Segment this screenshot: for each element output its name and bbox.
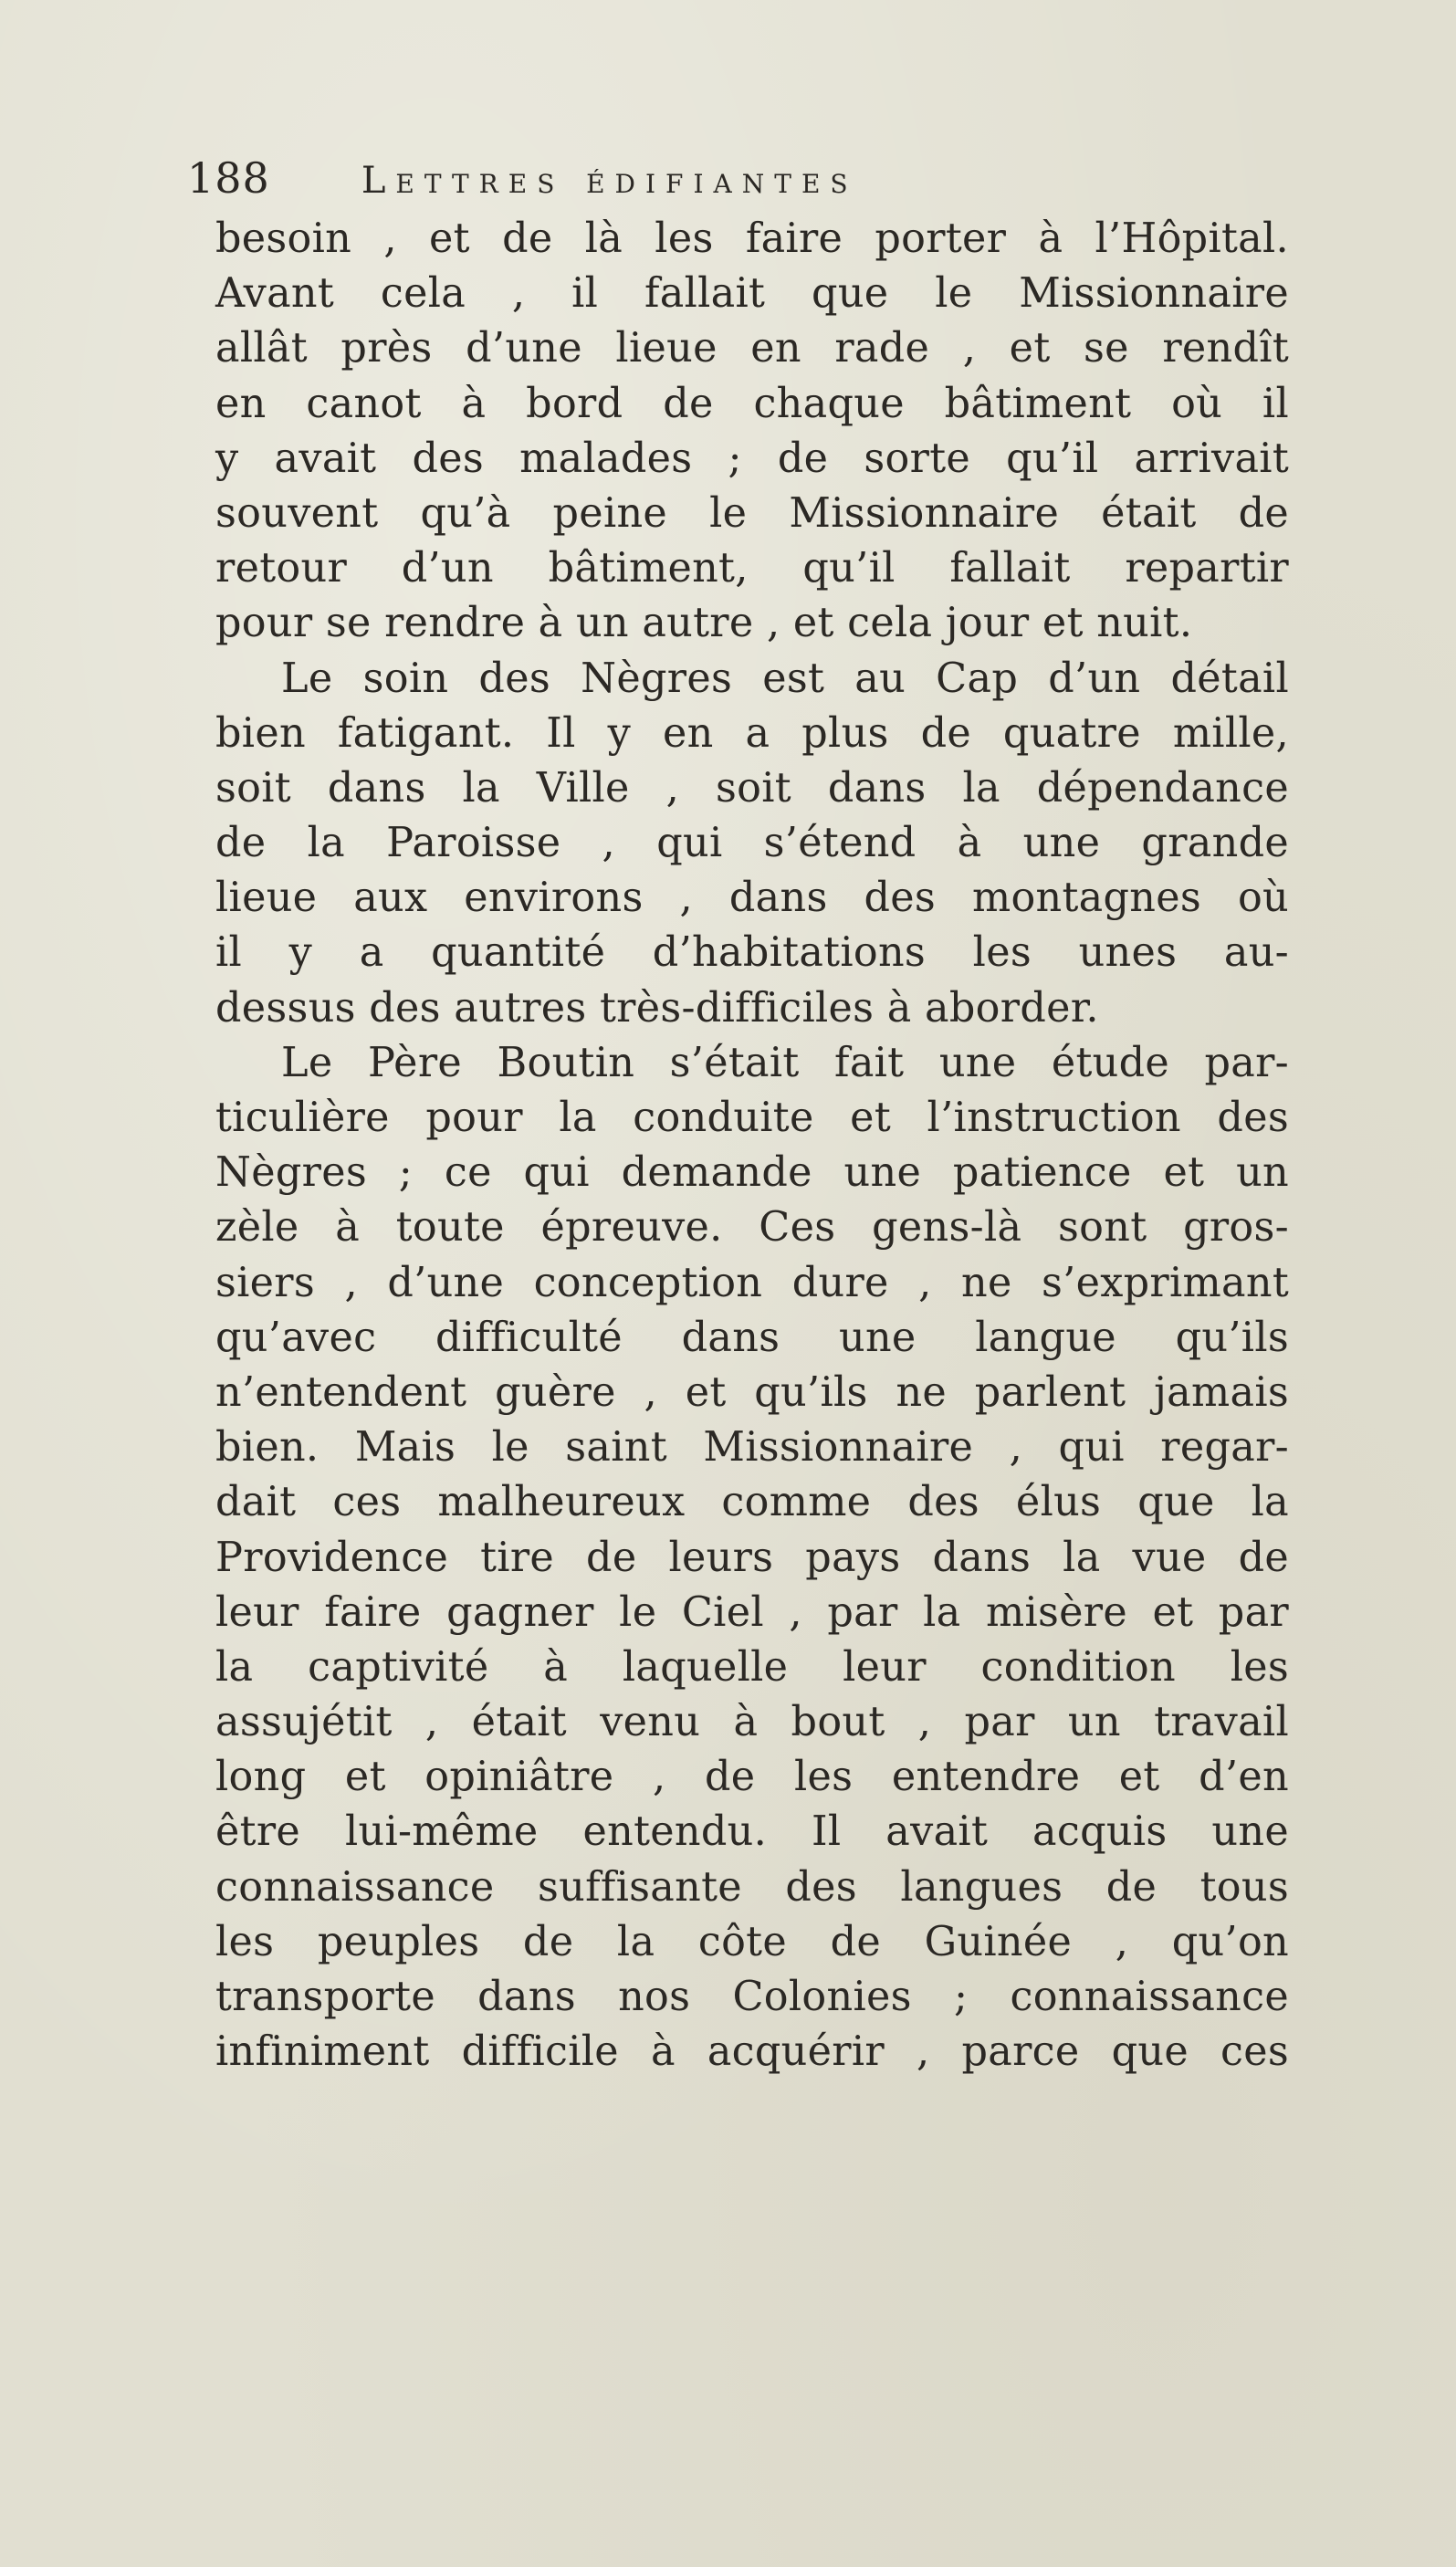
text-line: Avant cela , il fallait que le Missionnaire — [215, 270, 1289, 318]
text-line: infiniment difficile à acquérir , parce que ces — [215, 2028, 1289, 2076]
text-line: bien. Mais le saint Missionnaire , qui regar- — [215, 1424, 1289, 1472]
text-line: dessus des autres très-difficiles à aborder. — [215, 984, 1099, 1032]
text-line: allât près d’une lieue en rade , et se rendît — [215, 325, 1289, 372]
page-number: 188 — [187, 153, 270, 203]
running-head — [187, 153, 1283, 208]
text-line: lieue aux environs , dans des montagnes où — [215, 875, 1289, 922]
text-line: les peuples de la côte de Guinée , qu’on — [215, 1918, 1289, 1965]
text-line: y avait des malades ; de sorte qu’il arrivait — [215, 435, 1289, 482]
text-line: connaissance suffisante des langues de tous — [215, 1863, 1289, 1911]
text-line: de la Paroisse , qui s’étend à une grande — [215, 820, 1289, 867]
text-line: siers , d’une conception dure , ne s’exprimant — [215, 1259, 1289, 1306]
text-line: en canot à bord de chaque bâtiment où il — [215, 380, 1289, 427]
text-line: Providence tire de leurs pays dans la vue de — [215, 1534, 1289, 1581]
text-line: pour se rendre à un autre , et cela jour et nuit. — [215, 600, 1193, 647]
text-line: être lui-même entendu. Il avait acquis une — [215, 1808, 1289, 1856]
text-line: transporte dans nos Colonies ; connaissance — [215, 1974, 1289, 2020]
text-line: zèle à toute épreuve. Ces gens-là sont gros- — [215, 1204, 1289, 1252]
text-line: il y a quantité d’habitations les unes au- — [215, 929, 1289, 977]
text-line: long et opiniâtre , de les entendre et d’en — [215, 1754, 1289, 1801]
text-line: besoin , et de là les faire porter à l’Hôpital. — [215, 215, 1289, 262]
text-line: bien fatigant. Il y en a plus de quatre mille, — [215, 709, 1289, 757]
body-text — [215, 212, 1289, 2080]
text-line: Le soin des Nègres est au Cap d’un détail — [281, 655, 1289, 702]
text-line: Le Père Boutin s’était fait une étude par- — [281, 1039, 1289, 1086]
text-line: n’entendent guère , et qu’ils ne parlent jamais — [215, 1368, 1289, 1416]
text-line: retour d’un bâtiment, qu’il fallait repartir — [215, 545, 1289, 592]
running-title: Lettres édifiantes — [361, 160, 858, 202]
text-line: la captivité à laquelle leur condition les — [215, 1643, 1289, 1691]
text-line: qu’avec difficulté dans une langue qu’ils — [215, 1314, 1289, 1361]
text-line: leur faire gagner le Ciel , par la misère et par — [215, 1588, 1289, 1636]
text-line: souvent qu’à peine le Missionnaire était de — [215, 489, 1289, 537]
text-line: ticulière pour la conduite et l’instruction des — [215, 1095, 1289, 1141]
text-line: Nègres ; ce qui demande une patience et un — [215, 1149, 1289, 1197]
text-line: soit dans la Ville , soit dans la dépendance — [215, 764, 1289, 812]
text-line: dait ces malheureux comme des élus que la — [215, 1479, 1289, 1526]
text-line: assujétit , était venu à bout , par un travail — [215, 1699, 1289, 1746]
